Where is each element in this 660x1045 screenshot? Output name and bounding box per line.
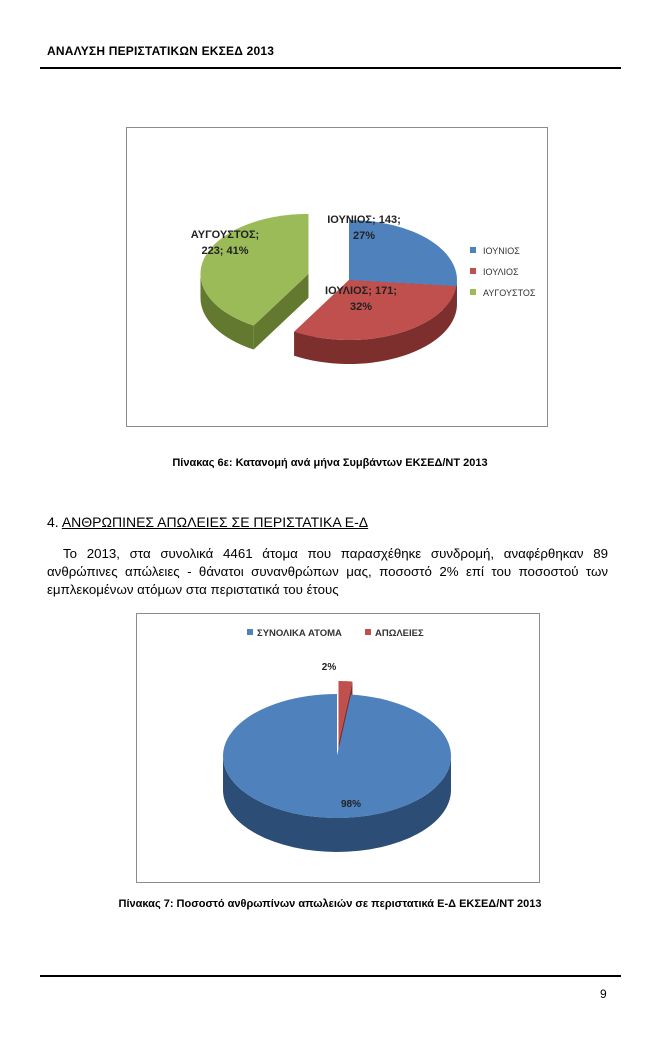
monthly-incidents-pie-chart bbox=[126, 127, 548, 427]
chart-2-caption: Πίνακας 7: Ποσοστό ανθρωπίνων απωλειών σε περιστατικά Ε-Δ ΕΚΣΕΔ/ΝΤ 2013 bbox=[118, 898, 542, 910]
pie1-legend-label-2: ΑΥΓΟΥΣΤΟΣ bbox=[483, 288, 536, 298]
page-header-title: ΑΝΑΛΥΣΗ ΠΕΡΙΣΤΑΤΙΚΩΝ ΕΚΣΕΔ 2013 bbox=[47, 44, 275, 58]
pie2-legend-label-0: ΣΥΝΟΛΙΚΑ ΑΤΟΜΑ bbox=[257, 628, 342, 639]
section-paragraph: Το 2013, στα συνολικά 4461 άτομα που παρασχέθηκε συνδρομή, αναφέρθηκαν 89 ανθρώπινες απώλειες - θάνατοι συνανθρώπων μας, ποσοστό 2% επί του ποσοστού των εμπλεκομένων ατόμων στα περιστατικά του έτους bbox=[47, 546, 608, 597]
pie1-data-label-0-0: ΙΟΥΝΙΟΣ; 143; bbox=[327, 214, 401, 226]
pie1-data-label-1-1: 32% bbox=[349, 301, 373, 313]
pie1-legend-label-1: ΙΟΥΛΙΟΣ bbox=[483, 267, 519, 277]
pie1-data-label-0-1: 27% bbox=[352, 230, 376, 242]
pie1-legend-swatch-0 bbox=[470, 247, 476, 253]
section-title: ΑΝΘΡΩΠΙΝΕΣ ΑΠΩΛΕΙΕΣ ΣΕ ΠΕΡΙΣΤΑΤΙΚΑ Ε-Δ bbox=[61, 514, 369, 530]
pie1-legend-label-0: ΙΟΥΝΙΟΣ bbox=[483, 246, 520, 256]
section-number: 4. bbox=[47, 514, 59, 530]
pie2-legend-label-1: ΑΠΩΛΕΙΕΣ bbox=[375, 628, 424, 639]
chart-1-caption: Πίνακας 6ε: Κατανομή ανά μήνα Συμβάντων ΕΚΣΕΔ/ΝΤ 2013 bbox=[172, 457, 488, 469]
pie1-data-label-1-0: ΙΟΥΛΙΟΣ; 171; bbox=[325, 285, 397, 297]
pie1-legend-swatch-2 bbox=[470, 289, 476, 295]
pie2-legend-swatch-0 bbox=[247, 629, 253, 635]
pie2-legend-swatch-1 bbox=[365, 629, 371, 635]
footer-rule bbox=[40, 975, 621, 977]
pie1-data-label-2-0: ΑΥΓΟΥΣΤΟΣ; bbox=[190, 229, 260, 241]
human-losses-pie-chart bbox=[136, 613, 540, 883]
section-heading bbox=[47, 514, 368, 530]
pie2-slice-0 bbox=[223, 694, 451, 818]
pie-chart-2-svg bbox=[137, 614, 539, 882]
pie2-data-label-0: 98% bbox=[340, 799, 362, 810]
pie-chart-1-svg bbox=[127, 128, 547, 426]
header-rule bbox=[40, 67, 621, 69]
page-number: 9 bbox=[600, 987, 607, 1001]
pie1-legend-swatch-1 bbox=[470, 268, 476, 274]
pie2-data-label-1: 2% bbox=[321, 662, 337, 673]
pie1-data-label-2-1: 223; 41% bbox=[201, 245, 249, 257]
